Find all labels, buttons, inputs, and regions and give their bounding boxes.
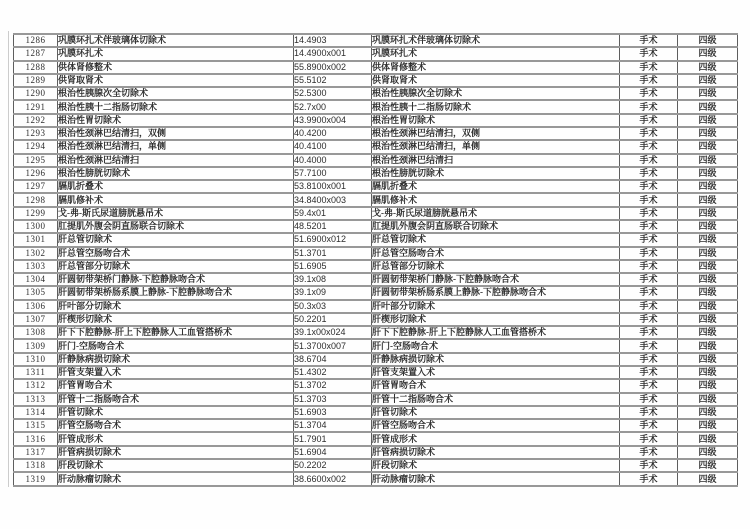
procedure-name-repeat-cell: 肝管十二指肠吻合术 [372,393,620,406]
procedure-name-cell: 肝管成形术 [58,432,294,445]
procedure-code-cell: 55.8900x002 [294,61,372,74]
table-row [14,446,738,459]
procedure-code-cell: 39.1x00x024 [294,326,372,339]
level-cell: 四级 [678,127,738,140]
category-cell: 手术 [620,74,678,87]
category-cell: 手术 [620,127,678,140]
level-cell: 四级 [678,100,738,113]
table-row [14,140,738,153]
table-row [14,406,738,419]
procedure-name-cell: 肝静脉病损切除术 [58,353,294,366]
row-number-cell: 1319 [14,472,58,486]
level-cell: 四级 [678,207,738,220]
category-cell: 手术 [620,353,678,366]
table-row [14,419,738,432]
level-cell: 四级 [678,339,738,352]
row-number-cell: 1314 [14,406,58,419]
procedure-name-repeat-cell: 肝管胃吻合术 [372,379,620,392]
level-cell: 四级 [678,34,738,47]
row-number-cell: 1295 [14,154,58,167]
row-number-cell: 1292 [14,114,58,127]
procedure-name-repeat-cell: 根治性膀胱切除术 [372,167,620,180]
procedure-name-repeat-cell: 根治性颈淋巴结清扫 [372,154,620,167]
procedure-name-repeat-cell: 戈-弗-斯氏尿道膀胱悬吊术 [372,207,620,220]
category-cell: 手术 [620,260,678,273]
row-number-cell: 1310 [14,353,58,366]
procedure-code-cell: 50.3x03 [294,300,372,313]
level-cell: 四级 [678,180,738,193]
row-number-cell: 1296 [14,167,58,180]
procedure-name-repeat-cell: 供体肾修整术 [372,61,620,74]
row-number-cell: 1317 [14,446,58,459]
row-number-cell: 1313 [14,393,58,406]
procedure-code-cell: 57.7100 [294,167,372,180]
category-cell: 手术 [620,154,678,167]
level-cell: 四级 [678,459,738,472]
procedure-code-cell: 40.4000 [294,154,372,167]
procedure-code-cell: 40.4200 [294,127,372,140]
row-number-cell: 1307 [14,313,58,326]
procedure-code-cell: 52.5300 [294,87,372,100]
procedure-name-repeat-cell: 巩膜环扎术伴玻璃体切除术 [372,34,620,47]
procedure-code-cell: 51.6904 [294,446,372,459]
procedure-name-repeat-cell: 肛提肌外腹会阴直肠联合切除术 [372,220,620,233]
row-number-cell: 1309 [14,339,58,352]
row-number-cell: 1302 [14,247,58,260]
row-number-cell: 1297 [14,180,58,193]
row-number-cell: 1287 [14,47,58,60]
procedure-name-cell: 肛提肌外腹会阴直肠联合切除术 [58,220,294,233]
category-cell: 手术 [620,472,678,486]
procedure-name-repeat-cell: 膈肌修补术 [372,193,620,206]
category-cell: 手术 [620,233,678,246]
procedure-code-cell: 51.4302 [294,366,372,379]
procedure-code-cell: 40.4100 [294,140,372,153]
procedure-name-cell: 膈肌修补术 [58,193,294,206]
procedure-name-cell: 供肾取肾术 [58,74,294,87]
procedure-code-cell: 38.6704 [294,353,372,366]
procedure-name-cell: 肝叶部分切除术 [58,300,294,313]
table-row [14,34,738,47]
table-row [14,180,738,193]
procedure-code-cell: 14.4903 [294,34,372,47]
procedure-name-repeat-cell: 肝门-空肠吻合术 [372,339,620,352]
row-number-cell: 1298 [14,193,58,206]
level-cell: 四级 [678,393,738,406]
procedure-name-cell: 肝管空肠吻合术 [58,419,294,432]
procedure-name-cell: 肝楔形切除术 [58,313,294,326]
level-cell: 四级 [678,366,738,379]
table-row [14,193,738,206]
table-row [14,127,738,140]
level-cell: 四级 [678,406,738,419]
level-cell: 四级 [678,87,738,100]
level-cell: 四级 [678,140,738,153]
procedure-code-cell: 51.3703 [294,393,372,406]
procedure-name-repeat-cell: 肝下下腔静脉-肝上下腔静脉人工血管搭桥术 [372,326,620,339]
procedure-name-cell: 肝圆韧带架桥肠系膜上静脉-下腔静脉吻合术 [58,286,294,299]
category-cell: 手术 [620,432,678,445]
procedure-name-cell: 肝动脉瘤切除术 [58,472,294,486]
level-cell: 四级 [678,472,738,486]
table-row [14,87,738,100]
category-cell: 手术 [620,47,678,60]
procedure-name-repeat-cell: 根治性胃切除术 [372,114,620,127]
level-cell: 四级 [678,193,738,206]
level-cell: 四级 [678,432,738,445]
procedure-code-cell: 34.8400x003 [294,193,372,206]
procedure-name-cell: 供体肾修整术 [58,61,294,74]
level-cell: 四级 [678,74,738,87]
procedure-name-repeat-cell: 肝静脉病损切除术 [372,353,620,366]
category-cell: 手术 [620,140,678,153]
category-cell: 手术 [620,286,678,299]
procedure-code-cell: 38.6600x002 [294,472,372,486]
row-number-cell: 1291 [14,100,58,113]
level-cell: 四级 [678,273,738,286]
category-cell: 手术 [620,326,678,339]
procedure-table-body [14,34,738,486]
table-row [14,353,738,366]
level-cell: 四级 [678,260,738,273]
category-cell: 手术 [620,87,678,100]
category-cell: 手术 [620,167,678,180]
procedure-name-cell: 肝总管空肠吻合术 [58,247,294,260]
row-number-cell: 1312 [14,379,58,392]
procedure-name-cell: 肝管切除术 [58,406,294,419]
level-cell: 四级 [678,446,738,459]
row-number-cell: 1316 [14,432,58,445]
category-cell: 手术 [620,379,678,392]
table-row [14,233,738,246]
procedure-code-cell: 51.3700x007 [294,339,372,352]
procedure-name-cell: 根治性胰腺次全切除术 [58,87,294,100]
category-cell: 手术 [620,300,678,313]
level-cell: 四级 [678,326,738,339]
category-cell: 手术 [620,100,678,113]
table-row [14,339,738,352]
procedure-name-cell: 根治性颈淋巴结清扫，单侧 [58,140,294,153]
procedure-name-cell: 根治性胃切除术 [58,114,294,127]
row-number-cell: 1299 [14,207,58,220]
row-number-cell: 1286 [14,34,58,47]
category-cell: 手术 [620,313,678,326]
procedure-code-cell: 51.6900x012 [294,233,372,246]
procedure-name-cell: 肝总管切除术 [58,233,294,246]
procedure-code-cell: 39.1x08 [294,273,372,286]
table-row [14,114,738,127]
procedure-name-cell: 肝圆韧带架桥门静脉-下腔静脉吻合术 [58,273,294,286]
procedure-name-repeat-cell: 肝管成形术 [372,432,620,445]
level-cell: 四级 [678,286,738,299]
procedure-code-cell: 53.8100x001 [294,180,372,193]
procedure-name-repeat-cell: 肝圆韧带架桥肠系膜上静脉-下腔静脉吻合术 [372,286,620,299]
category-cell: 手术 [620,180,678,193]
level-cell: 四级 [678,247,738,260]
procedure-code-cell: 48.5201 [294,220,372,233]
level-cell: 四级 [678,300,738,313]
category-cell: 手术 [620,61,678,74]
table-row [14,260,738,273]
row-number-cell: 1306 [14,300,58,313]
row-number-cell: 1294 [14,140,58,153]
table-row [14,74,738,87]
category-cell: 手术 [620,207,678,220]
category-cell: 手术 [620,273,678,286]
table-row [14,61,738,74]
procedure-code-cell: 43.9900x004 [294,114,372,127]
procedure-code-cell: 14.4900x001 [294,47,372,60]
procedure-name-repeat-cell: 巩膜环扎术 [372,47,620,60]
table-row [14,366,738,379]
row-number-cell: 1315 [14,419,58,432]
procedure-name-repeat-cell: 肝楔形切除术 [372,313,620,326]
procedure-name-cell: 戈-弗-斯氏尿道膀胱悬吊术 [58,207,294,220]
procedure-name-repeat-cell: 肝圆韧带架桥门静脉-下腔静脉吻合术 [372,273,620,286]
table-row [14,154,738,167]
category-cell: 手术 [620,193,678,206]
procedure-name-repeat-cell: 肝管空肠吻合术 [372,419,620,432]
category-cell: 手术 [620,220,678,233]
procedure-name-repeat-cell: 肝动脉瘤切除术 [372,472,620,486]
level-cell: 四级 [678,220,738,233]
procedure-name-cell: 根治性膀胱切除术 [58,167,294,180]
level-cell: 四级 [678,353,738,366]
row-number-cell: 1288 [14,61,58,74]
procedure-name-repeat-cell: 肝管切除术 [372,406,620,419]
table-row [14,300,738,313]
procedure-name-cell: 根治性颈淋巴结清扫，双侧 [58,127,294,140]
procedure-code-cell: 50.2202 [294,459,372,472]
procedure-code-cell: 51.3702 [294,379,372,392]
table-row [14,432,738,445]
procedure-name-cell: 巩膜环扎术 [58,47,294,60]
procedure-name-repeat-cell: 根治性颈淋巴结清扫，单侧 [372,140,620,153]
procedure-code-cell: 59.4x01 [294,207,372,220]
procedure-name-cell: 肝管病损切除术 [58,446,294,459]
procedure-name-cell: 根治性胰十二指肠切除术 [58,100,294,113]
procedure-table [13,33,738,487]
procedure-code-cell: 52.7x00 [294,100,372,113]
row-number-cell: 1318 [14,459,58,472]
procedure-name-cell: 肝管十二指肠吻合术 [58,393,294,406]
procedure-name-repeat-cell: 肝总管切除术 [372,233,620,246]
table-row [14,393,738,406]
table-row [14,100,738,113]
procedure-name-repeat-cell: 肝段切除术 [372,459,620,472]
table-row [14,47,738,60]
procedure-code-cell: 50.2201 [294,313,372,326]
table-row [14,167,738,180]
table-row [14,220,738,233]
table-row [14,472,738,486]
procedure-name-cell: 肝管胃吻合术 [58,379,294,392]
row-number-cell: 1300 [14,220,58,233]
procedure-name-repeat-cell: 肝总管部分切除术 [372,260,620,273]
table-row [14,313,738,326]
procedure-name-cell: 肝下下腔静脉-肝上下腔静脉人工血管搭桥术 [58,326,294,339]
category-cell: 手术 [620,339,678,352]
procedure-code-cell: 51.6903 [294,406,372,419]
category-cell: 手术 [620,366,678,379]
procedure-name-cell: 膈肌折叠术 [58,180,294,193]
category-cell: 手术 [620,34,678,47]
procedure-name-repeat-cell: 膈肌折叠术 [372,180,620,193]
row-number-cell: 1289 [14,74,58,87]
procedure-code-cell: 51.6905 [294,260,372,273]
table-row [14,207,738,220]
procedure-code-cell: 39.1x09 [294,286,372,299]
category-cell: 手术 [620,419,678,432]
category-cell: 手术 [620,247,678,260]
category-cell: 手术 [620,406,678,419]
table-row [14,326,738,339]
procedure-name-cell: 肝总管部分切除术 [58,260,294,273]
procedure-code-cell: 51.3701 [294,247,372,260]
procedure-code-cell: 55.5102 [294,74,372,87]
procedure-name-repeat-cell: 肝管支架置入术 [372,366,620,379]
procedure-name-repeat-cell: 肝总管空肠吻合术 [372,247,620,260]
procedure-name-cell: 巩膜环扎术伴玻璃体切除术 [58,34,294,47]
table-row [14,273,738,286]
level-cell: 四级 [678,114,738,127]
table-row [14,247,738,260]
procedure-code-cell: 51.7901 [294,432,372,445]
category-cell: 手术 [620,114,678,127]
row-number-cell: 1293 [14,127,58,140]
page-edge-line [8,31,9,487]
row-number-cell: 1304 [14,273,58,286]
level-cell: 四级 [678,61,738,74]
level-cell: 四级 [678,233,738,246]
table-row [14,379,738,392]
level-cell: 四级 [678,419,738,432]
procedure-name-repeat-cell: 供肾取肾术 [372,74,620,87]
category-cell: 手术 [620,459,678,472]
procedure-name-cell: 肝管支架置入术 [58,366,294,379]
row-number-cell: 1303 [14,260,58,273]
row-number-cell: 1311 [14,366,58,379]
table-row [14,286,738,299]
procedure-name-cell: 肝段切除术 [58,459,294,472]
procedure-name-repeat-cell: 根治性胰十二指肠切除术 [372,100,620,113]
row-number-cell: 1290 [14,87,58,100]
procedure-name-cell: 肝门-空肠吻合术 [58,339,294,352]
row-number-cell: 1308 [14,326,58,339]
level-cell: 四级 [678,47,738,60]
procedure-name-repeat-cell: 根治性胰腺次全切除术 [372,87,620,100]
procedure-code-cell: 51.3704 [294,419,372,432]
table-row [14,459,738,472]
level-cell: 四级 [678,313,738,326]
procedure-name-repeat-cell: 根治性颈淋巴结清扫，双侧 [372,127,620,140]
level-cell: 四级 [678,154,738,167]
procedure-name-repeat-cell: 肝管病损切除术 [372,446,620,459]
row-number-cell: 1301 [14,233,58,246]
procedure-name-cell: 根治性颈淋巴结清扫 [58,154,294,167]
category-cell: 手术 [620,393,678,406]
level-cell: 四级 [678,379,738,392]
procedure-name-repeat-cell: 肝叶部分切除术 [372,300,620,313]
row-number-cell: 1305 [14,286,58,299]
category-cell: 手术 [620,446,678,459]
level-cell: 四级 [678,167,738,180]
